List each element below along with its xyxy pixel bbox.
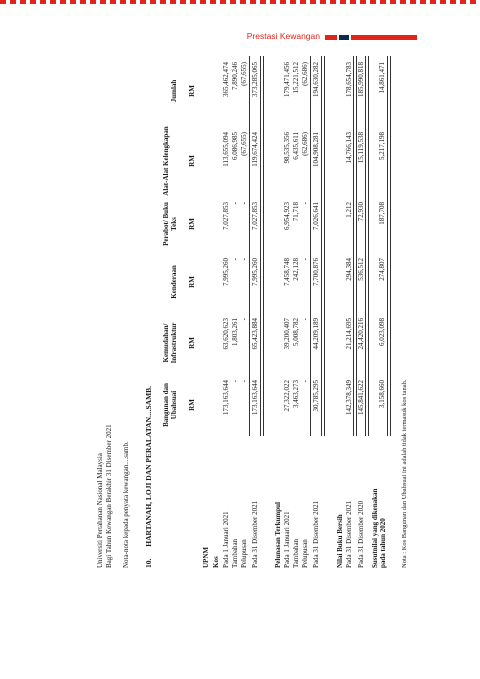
upnm-label: UPNM — [202, 547, 210, 568]
table-cell: - — [231, 380, 239, 383]
row-label: Pada 1 Januari 2021 — [222, 511, 230, 568]
table-cell: - — [301, 380, 309, 383]
table-cell: 242,128 — [292, 258, 300, 281]
total-double-rule — [387, 56, 391, 436]
depr-label-line2: pada tahun 2020 — [379, 518, 387, 568]
row-label: Tambahan — [231, 538, 239, 568]
table-cell: 71,718 — [292, 202, 300, 222]
table-cell: 536,512 — [357, 258, 365, 281]
subtotal-rule — [249, 56, 250, 436]
row-label: Pada 31 Disember 2021 — [251, 500, 259, 568]
document-header — [96, 424, 113, 568]
group-label-pelunasan: Pelunasan Terkumpul — [274, 502, 282, 568]
col-header-bangunan: Bangunan dan Ubahsuai — [162, 383, 178, 427]
footnote: Nota : Kos Bangunan dan Ubahsuai ini adalah tidak termasuk kos tanah. — [401, 379, 408, 568]
table-cell: 7,700,876 — [312, 258, 320, 286]
table-cell: 98,535,356 — [283, 132, 291, 164]
unit-label: RM — [188, 276, 196, 288]
table-cell: 15,119,538 — [357, 132, 365, 164]
table-cell: 373,285,065 — [251, 62, 259, 97]
table-cell: 14,766,143 — [345, 132, 353, 164]
table-cell: 21,214,695 — [345, 318, 353, 350]
table-cell: 39,200,407 — [283, 318, 291, 350]
table-cell: 7,458,748 — [283, 258, 291, 286]
table-cell: 6,954,923 — [283, 202, 291, 230]
section-title-text: HARTANAH, LOJI DAN PERALATAN....SAMB. — [144, 385, 153, 547]
table-cell: 1,212 — [345, 202, 353, 218]
table-cell: 179,471,456 — [283, 62, 291, 97]
depr-label-line1: Susutnilai yang dikenakan — [371, 488, 379, 568]
table-cell: 14,861,471 — [378, 62, 386, 94]
table-cell: 173,163,644 — [222, 380, 230, 415]
row-label: Pada 1 Januari 2021 — [283, 511, 291, 568]
table-cell: - — [240, 258, 248, 261]
row-label: Tambahan — [292, 538, 300, 568]
table-cell: 365,462,474 — [222, 62, 230, 97]
university-name: Universiti Pertahanan Nasional Malaysia — [96, 453, 104, 568]
table-cell: 7,027,853 — [251, 202, 259, 230]
table-cell: 24,420,216 — [357, 318, 365, 350]
group-label-nbv: Nilai Buku Bersih — [336, 514, 344, 568]
table-cell: - — [240, 202, 248, 205]
table-cell: 145,841,622 — [357, 380, 365, 415]
row-label: Pada 31 Disember 2021 — [312, 500, 320, 568]
table-cell: 178,654,783 — [345, 62, 353, 97]
unit-label: RM — [188, 218, 196, 230]
table-cell: 5,217,198 — [378, 132, 386, 160]
table-cell: 173,163,644 — [251, 380, 259, 415]
table-cell: 7,890,246 — [231, 62, 239, 90]
table-cell: - — [240, 318, 248, 321]
table-cell: 15,221,512 — [292, 62, 300, 94]
table-cell: 194,630,282 — [312, 62, 320, 97]
row-label: Pada 31 Disember 2020 — [357, 500, 365, 568]
table-cell: 274,807 — [378, 258, 386, 281]
table-cell: 5,008,782 — [292, 318, 300, 346]
col-header-perabot: Perabot/ Buku Teks — [162, 202, 178, 246]
table-cell: 185,990,818 — [357, 62, 365, 97]
table-cell: 7,995,260 — [222, 258, 230, 286]
table-cell: (67,655) — [240, 132, 248, 156]
table-cell: 30,785,295 — [312, 380, 320, 412]
section-number: 10. — [144, 558, 153, 568]
table-cell: 7,995,260 — [251, 258, 259, 286]
row-label: Pada 31 Disember 2021 — [345, 500, 353, 568]
table-cell: 104,908,281 — [312, 132, 320, 167]
col-header-alat: Alat-Alat Kelengkapan — [162, 126, 170, 196]
section-title — [144, 386, 153, 568]
unit-label: RM — [188, 155, 196, 167]
table-cell: 7,027,853 — [222, 202, 230, 230]
table-cell: 6,086,985 — [231, 132, 239, 160]
unit-label: RM — [188, 337, 196, 349]
col-header-kemudahan: Kemudahan/ Infrastruktur — [162, 322, 178, 364]
table-cell: 113,655,094 — [222, 132, 230, 167]
table-cell: - — [301, 258, 309, 261]
table-cell: 27,322,022 — [283, 380, 291, 412]
table-cell: 6,435,611 — [292, 132, 300, 160]
row-label: Pelupusan — [301, 539, 309, 568]
table-cell: 65,423,884 — [251, 318, 259, 350]
table-cell: 6,023,098 — [378, 318, 386, 346]
rotated-note-page — [96, 28, 456, 568]
top-dashed-rule — [0, 0, 480, 4]
group-label-kos: Kos — [212, 556, 220, 568]
row-label: Pelupusan — [240, 539, 248, 568]
table-cell: 3,158,660 — [378, 380, 386, 408]
table-cell: - — [301, 318, 309, 321]
total-double-rule — [365, 56, 369, 436]
table-cell: 44,209,189 — [312, 318, 320, 350]
table-cell: 142,378,349 — [345, 380, 353, 415]
section-label: Prestasi Kewangan — [246, 31, 320, 41]
table-cell: 1,803,261 — [231, 318, 239, 346]
table-cell: 187,708 — [378, 202, 386, 225]
depr-label — [371, 489, 387, 568]
table-cell: 7,026,641 — [312, 202, 320, 230]
note-intro: Nota-nota kepada penyata kewangan....samb. — [122, 441, 130, 568]
table-cell: - — [231, 258, 239, 261]
col-header-jumlah: Jumlah — [170, 79, 178, 103]
table-cell: (62,686) — [301, 62, 309, 86]
table-cell: 3,463,273 — [292, 380, 300, 408]
col-header-kenderaan: Kenderaan — [170, 265, 178, 299]
table-cell: 294,384 — [345, 258, 353, 281]
total-double-rule — [321, 56, 325, 436]
table-cell: (67,655) — [240, 62, 248, 86]
table-cell: (62,686) — [301, 132, 309, 156]
table-cell: 63,620,623 — [222, 318, 230, 350]
table-cell: 119,674,424 — [251, 132, 259, 167]
unit-label: RM — [188, 399, 196, 411]
table-cell: - — [240, 380, 248, 383]
subtotal-rule — [310, 56, 311, 436]
unit-label: RM — [188, 85, 196, 97]
table-cell: - — [301, 202, 309, 205]
table-cell: 72,930 — [357, 202, 365, 222]
report-period: Bagi Tahun Kewangan Berakhir 31 Disember 2021 — [104, 424, 113, 568]
table-cell: - — [231, 202, 239, 205]
total-double-rule — [260, 56, 264, 436]
